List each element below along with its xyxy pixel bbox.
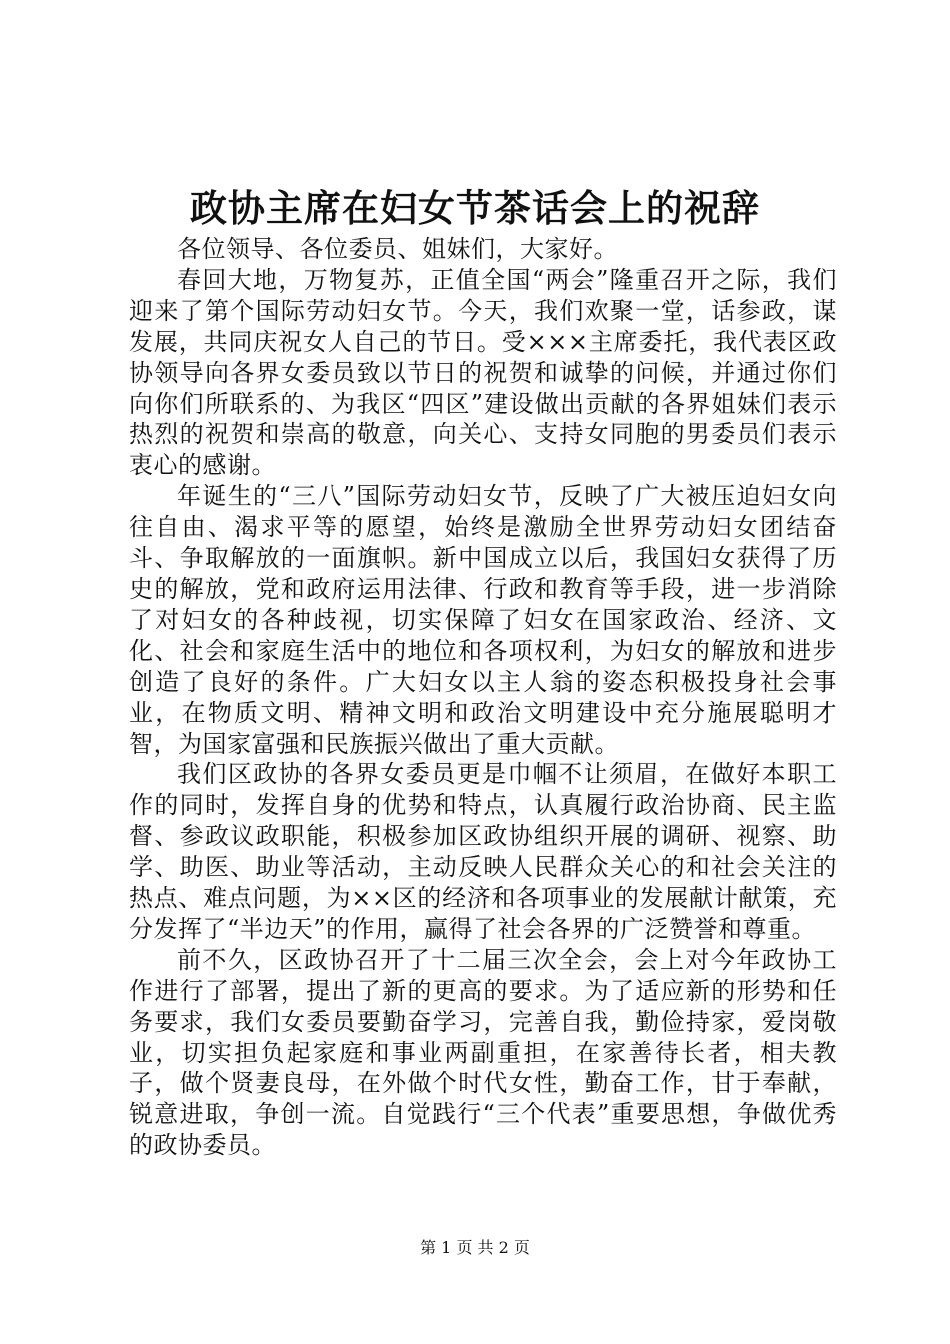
- paragraph-greeting: 各位领导、各位委员、姐妹们，大家好。: [177, 235, 618, 263]
- page-footer: 第 1 页 共 2 页: [420, 1238, 530, 1257]
- document-body: [129, 234, 837, 1161]
- paragraph-opening: 春回大地，万物复苏，正值全国“两会”隆重召开之际，我们迎来了第个国际劳动妇女节。今天，我们欢聚一堂，话参政，谋发展，共同庆祝女人自己的节日。受×××主席委托，我代表区政协领导向各界女委员致以节日的祝贺和诚挚的问候，并通过你们向你们所联系的、为我区“四区”建设做出贡献的各界姐妹们表示热烈的祝贺和崇高的敬意，向关心、支持女同胞的男委员们表示衷心的感谢。: [129, 265, 837, 480]
- paragraph-history: 年诞生的“三八”国际劳动妇女节，反映了广大被压迫妇女向往自由、渴求平等的愿望，始终是激励全世界劳动妇女团结奋斗、争取解放的一面旗帜。新中国成立以后，我国妇女获得了历史的解放，党和政府运用法律、行政和教育等手段，进一步消除了对妇女的各种歧视，切实保障了妇女在国家政治、经济、文化、社会和家庭生活中的地位和各项权利，为妇女的解放和进步创造了良好的条件。广大妇女以主人翁的姿态积极投身社会事业，在物质文明、精神文明和政治文明建设中充分施展聪明才智，为国家富强和民族振兴做出了重大贡献。: [129, 482, 837, 758]
- paragraph-committee-women: 我们区政协的各界女委员更是巾帼不让须眉，在做好本职工作的同时，发挥自身的优势和特点，认真履行政治协商、民主监督、参政议政职能，积极参加区政协组织开展的调研、视察、助学、助医、助业等活动，主动反映人民群众关心的和社会关注的热点、难点问题，为××区的经济和各项事业的发展献计献策，充分发挥了“半边天”的作用，赢得了社会各界的广泛赞誉和尊重。: [129, 760, 837, 943]
- paragraph-requirements: 前不久，区政协召开了十二届三次全会，会上对今年政协工作进行了部署，提出了新的更高的要求。为了适应新的形势和任务要求，我们女委员要勤奋学习，完善自我，勤俭持家，爱岗敬业，切实担负起家庭和事业两副重担，在家善待长者，相夫教子，做个贤妻良母，在外做个时代女性，勤奋工作，甘于奉献，锐意进取，争创一流。自觉践行“三个代表”重要思想，争做优秀的政协委员。: [129, 945, 837, 1160]
- document-title: 政协主席在妇女节茶话会上的祝辞: [190, 186, 760, 230]
